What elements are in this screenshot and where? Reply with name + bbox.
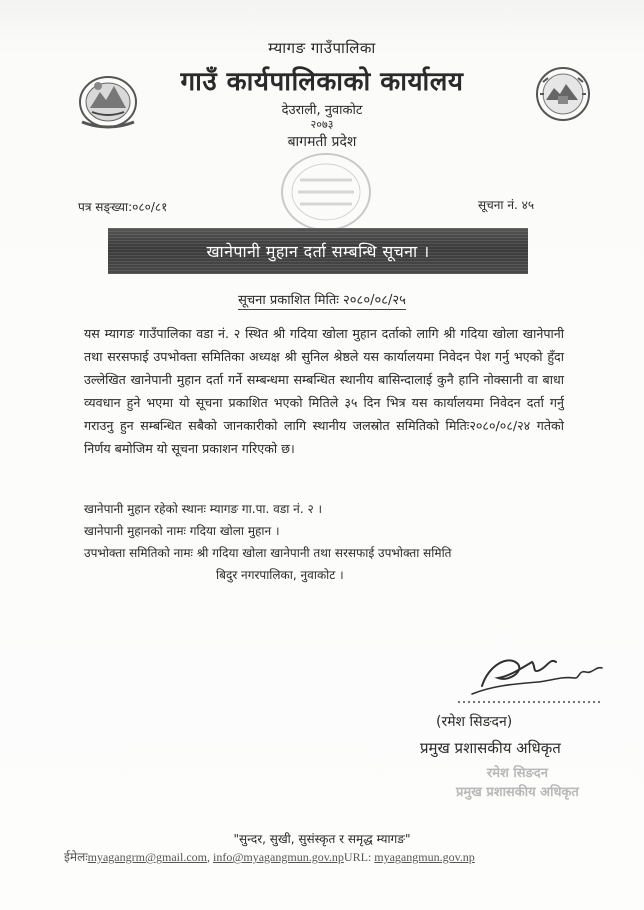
office-address: देउराली, नुवाकोट: [281, 103, 363, 118]
footer-slogan: "सुन्दर, सुखी, सुसंस्कृत र समृद्ध म्यागङ": [233, 832, 411, 846]
footer-contact: ईमेलःmyagangrm@gmail.com, info@myagangmun.gov.npURL: myagangmun.gov.np: [64, 850, 475, 864]
notice-number: सूचना नं. ४५: [478, 198, 535, 212]
notice-subject-banner: [108, 228, 528, 274]
email-link-primary[interactable]: myagangrm@gmail.com: [87, 850, 207, 864]
officer-stamp: [456, 764, 579, 802]
stamp-title: प्रमुख प्रशासकीय अधिकृत: [456, 785, 579, 800]
source-details: [84, 498, 564, 586]
office-seal-watermark-icon: [278, 150, 374, 234]
letter-number: पत्र सङ्ख्या:०८०/८१: [78, 200, 168, 214]
office-title: गाउँ कार्यपालिकाको कार्यालय: [180, 67, 464, 97]
handwritten-signature-icon: [452, 636, 612, 706]
publish-date-text: सूचना प्रकाशित मितिः २०८०/०८/२५: [238, 293, 406, 308]
officer-title: प्रमुख प्रशासकीय अधिकृत: [420, 739, 561, 757]
email-label: ईमेलः: [64, 850, 88, 864]
province-name: बागमती प्रदेश: [287, 134, 357, 150]
committee-address: बिदुर नगरपालिका, नुवाकोट ।: [216, 568, 344, 582]
notice-subject: खानेपानी मुहान दर्ता सम्बन्धि सूचना ।: [206, 242, 430, 261]
municipality-name: म्यागङ गाउँपालिका: [268, 39, 376, 57]
source-location: खानेपानी मुहान रहेको स्थानः म्यागङ गा.पा. वडा नं. २ ।: [84, 502, 323, 516]
committee-name: उपभोक्ता समितिको नामः श्री गदिया खोला खानेपानी तथा सरसफाई उपभोक्ता समिति: [84, 546, 452, 560]
stamp-name: रमेश सिङदन: [486, 766, 548, 781]
url-label: URL:: [343, 850, 375, 864]
email-link-info[interactable]: info@myagangmun.gov.np: [213, 850, 344, 864]
website-link[interactable]: myagangmun.gov.np: [374, 850, 475, 864]
notice-body: यस म्यागङ गाउँपालिका वडा नं. २ स्थित श्री गदिया खोला मुहान दर्ताको लागि श्री गदिया खोला खानेपानी तथा सरसफाई उपभोक्ता समितिका अध्यक्ष श्री सुनिल श्रेष्ठले यस कार्यालयमा निवेदन पेश गर्नु भएको हुँदा उल्लेखित खानेपानी मुहान दर्ता गर्ने सम्बन्धमा सम्बन्धित स्थानीय बासिन्दालाई कुनै हानि नोक्सानी वा बाधा व्यवधान हुने भएमा यो सूचना प्रकाशित भएको मितिले ३५ दिन भित्र यस कार्यालयमा निवेदन दर्ता गर्नु गराउनु हुन सम्बन्धित सबैको जानकारीको लागि स्थानीय जलस्रोत समितिको मितिः२०८०/०८/२४ गतेको निर्णय बमोजिम यो सूचना प्रकाशन गरिएको छ।: [84, 326, 564, 456]
publish-date: [0, 290, 644, 308]
source-name: खानेपानी मुहानको नामः गदिया खोला मुहान ।: [84, 524, 280, 538]
officer-name: (रमेश सिङदन): [436, 714, 513, 730]
established-year: २०७३: [310, 118, 334, 131]
